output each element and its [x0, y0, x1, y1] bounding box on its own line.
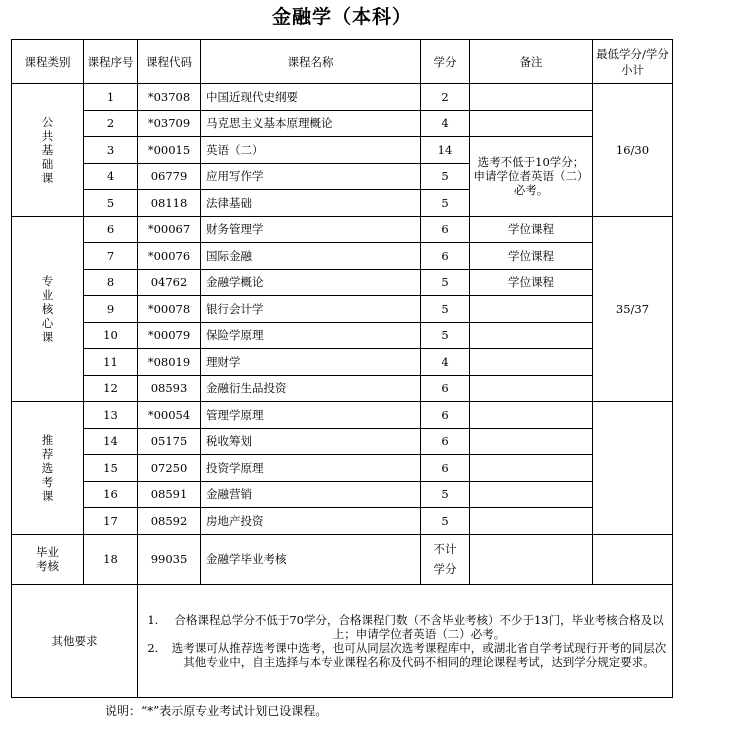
category-label: 公共基础课 [41, 114, 54, 185]
name-cell: 理财学 [201, 349, 421, 376]
code-cell: 99035 [138, 534, 201, 584]
graduation-row [12, 534, 673, 584]
table-row [12, 481, 673, 508]
table-row [12, 375, 673, 402]
min-credit-cell: 16/30 [593, 84, 673, 217]
header-min-credit: 最低学分/学分小计 [593, 40, 673, 84]
code-cell: *08019 [138, 349, 201, 376]
credit-cell: 5 [421, 163, 470, 190]
seq-cell: 12 [84, 375, 138, 402]
code-cell: 08591 [138, 481, 201, 508]
name-cell: 英语（二） [201, 137, 421, 164]
note-cell [470, 534, 593, 584]
note-cell: 学位课程 [470, 216, 593, 243]
credit-cell: 6 [421, 428, 470, 455]
name-cell: 金融衍生品投资 [201, 375, 421, 402]
requirement-item: 2. 选考课可从推荐选考课中选考，也可从同层次选考课程库中，或湖北省自学考试现行开考的同层次其他专业中，自主选择与本专业课程名称及代码不相同的理论课程考试，达到学分规定要求。 [162, 641, 670, 669]
header-code: 课程代码 [138, 40, 201, 84]
page-title: 金融学（本科） [271, 6, 412, 28]
name-cell: 银行会计学 [201, 296, 421, 323]
credit-cell: 6 [421, 243, 470, 270]
table-row [12, 243, 673, 270]
name-cell: 法律基础 [201, 190, 421, 217]
name-cell: 金融学毕业考核 [201, 534, 421, 584]
header-credit: 学分 [421, 40, 470, 84]
table-row [12, 402, 673, 429]
credit-cell [421, 534, 470, 584]
note-cell [470, 349, 593, 376]
table-row [12, 216, 673, 243]
code-cell: *00079 [138, 322, 201, 349]
note-cell [470, 402, 593, 429]
header-row [12, 40, 673, 84]
footnote: 说明：“*”表示原专业考试计划已设课程。 [105, 704, 328, 718]
min-credit-cell [593, 534, 673, 584]
table-row [12, 428, 673, 455]
credit-cell: 6 [421, 455, 470, 482]
code-cell: 08592 [138, 508, 201, 535]
name-cell: 中国近现代史纲要 [201, 84, 421, 111]
seq-cell: 1 [84, 84, 138, 111]
note-cell [470, 375, 593, 402]
note-cell [470, 84, 593, 111]
header-category: 课程类别 [12, 40, 84, 84]
code-cell: 06779 [138, 163, 201, 190]
note-cell [470, 455, 593, 482]
table-row [12, 508, 673, 535]
header-name: 课程名称 [201, 40, 421, 84]
seq-cell: 9 [84, 296, 138, 323]
note-cell: 学位课程 [470, 243, 593, 270]
name-cell: 税收筹划 [201, 428, 421, 455]
header-seq: 课程序号 [84, 40, 138, 84]
code-cell: *00054 [138, 402, 201, 429]
min-credit-cell: 35/37 [593, 216, 673, 402]
category-cell [12, 216, 84, 402]
note-cell [470, 322, 593, 349]
code-cell: 05175 [138, 428, 201, 455]
table-row [12, 296, 673, 323]
header-note: 备注 [470, 40, 593, 84]
table-row [12, 269, 673, 296]
credit-cell: 6 [421, 375, 470, 402]
table-row [12, 110, 673, 137]
name-cell: 国际金融 [201, 243, 421, 270]
name-cell: 金融学概论 [201, 269, 421, 296]
name-cell: 马克思主义基本原理概论 [201, 110, 421, 137]
credit-cell: 2 [421, 84, 470, 111]
category-label: 专业核心课 [41, 273, 54, 344]
other-requirements-text [138, 584, 673, 697]
credit-cell: 4 [421, 110, 470, 137]
category-cell [12, 402, 84, 535]
note-cell [470, 110, 593, 137]
credit-cell: 5 [421, 481, 470, 508]
seq-cell: 8 [84, 269, 138, 296]
credit-cell: 5 [421, 190, 470, 217]
credit-cell: 4 [421, 349, 470, 376]
seq-cell: 18 [84, 534, 138, 584]
note-cell [470, 296, 593, 323]
seq-cell: 5 [84, 190, 138, 217]
name-cell: 应用写作学 [201, 163, 421, 190]
table-row [12, 137, 673, 164]
category-cell [12, 84, 84, 217]
seq-cell: 6 [84, 216, 138, 243]
requirement-item: 1. 合格课程总学分不低于70学分，合格课程门数（不含毕业考核）不少于13门，毕业考核合格及以上；申请学位者英语（二）必考。 [162, 613, 670, 641]
name-cell: 财务管理学 [201, 216, 421, 243]
seq-cell: 16 [84, 481, 138, 508]
credit-cell: 5 [421, 269, 470, 296]
seq-cell: 11 [84, 349, 138, 376]
code-cell: *00076 [138, 243, 201, 270]
credit-label: 不计学分 [433, 542, 457, 576]
code-cell: *00015 [138, 137, 201, 164]
seq-cell: 17 [84, 508, 138, 535]
category-label: 推荐选考课 [41, 432, 54, 503]
min-credit-cell [593, 402, 673, 535]
credit-cell: 5 [421, 322, 470, 349]
credit-cell: 5 [421, 508, 470, 535]
curriculum-table [11, 39, 673, 698]
seq-cell: 14 [84, 428, 138, 455]
code-cell: 08118 [138, 190, 201, 217]
name-cell: 房地产投资 [201, 508, 421, 535]
credit-cell: 6 [421, 216, 470, 243]
seq-cell: 7 [84, 243, 138, 270]
code-cell: 08593 [138, 375, 201, 402]
requirements-list [140, 613, 670, 669]
merged-note-cell: 选考不低于10学分；申请学位者英语（二）必考。 [470, 137, 593, 217]
category-label: 毕业考核 [35, 545, 59, 573]
table-row [12, 322, 673, 349]
note-cell [470, 428, 593, 455]
seq-cell: 13 [84, 402, 138, 429]
other-requirements-row [12, 584, 673, 697]
name-cell: 保险学原理 [201, 322, 421, 349]
code-cell: 04762 [138, 269, 201, 296]
seq-cell: 2 [84, 110, 138, 137]
table-row [12, 84, 673, 111]
name-cell: 金融营销 [201, 481, 421, 508]
name-cell: 管理学原理 [201, 402, 421, 429]
name-cell: 投资学原理 [201, 455, 421, 482]
code-cell: *00078 [138, 296, 201, 323]
note-cell [470, 508, 593, 535]
note-cell [470, 481, 593, 508]
note-cell: 学位课程 [470, 269, 593, 296]
seq-cell: 3 [84, 137, 138, 164]
table-row [12, 349, 673, 376]
code-cell: *03708 [138, 84, 201, 111]
category-cell [12, 534, 84, 584]
credit-cell: 6 [421, 402, 470, 429]
credit-cell: 14 [421, 137, 470, 164]
code-cell: *03709 [138, 110, 201, 137]
code-cell: 07250 [138, 455, 201, 482]
seq-cell: 10 [84, 322, 138, 349]
other-requirements-label: 其他要求 [12, 584, 138, 697]
seq-cell: 15 [84, 455, 138, 482]
seq-cell: 4 [84, 163, 138, 190]
table-row [12, 455, 673, 482]
credit-cell: 5 [421, 296, 470, 323]
code-cell: *00067 [138, 216, 201, 243]
